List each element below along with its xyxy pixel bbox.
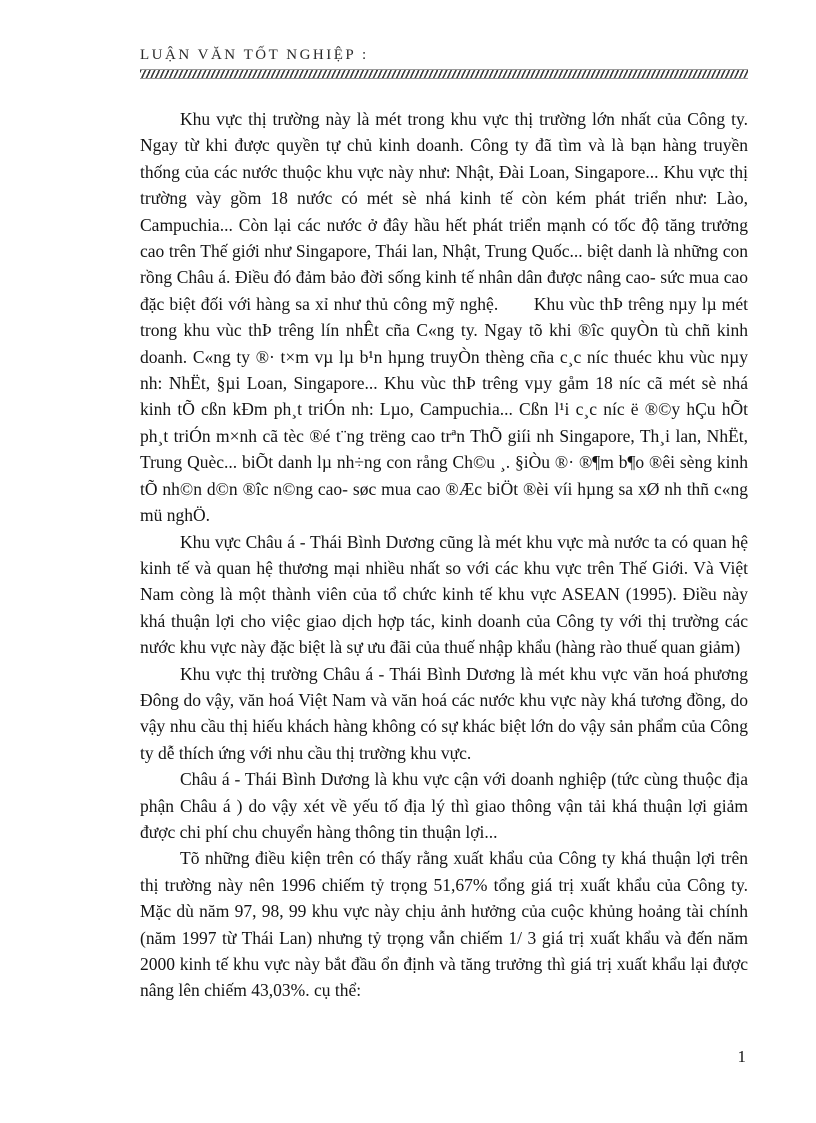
paragraph-2: Khu vực Châu á - Thái Bình Dương cũng là mét khu vực mà nước ta có quan hệ kinh tế và quan hệ thương mại nhiều nhất so với các khu vực trên Thế Giới. Và Việt Nam còng là một thành viên của tổ chức kinh tế khu vực ASEAN (1995). Điều này khá thuận lợi cho việc giao dịch hợp tác, kinh doanh của Công ty với thị trường các nước khu vực này đặc biệt là sự ưu đãi của thuế nhập khẩu (hàng rào thuế quan giảm): [140, 531, 748, 658]
page-number: 1: [737, 1047, 746, 1066]
paragraph-5: Tõ những điều kiện trên có thấy rằng xuất khẩu của Công ty khá thuận lợi trên thị trường này nên 1996 chiếm tỷ trọng 51,67% tổng giá trị xuất khẩu của Công ty. Mặc dù năm 97, 98, 99 khu vực này chịu ảnh hưởng của cuộc khủng hoảng tài chính (năm 1997 từ Thái Lan) nhưng tỷ trọng vẫn chiếm 1/ 3 giá trị xuất khẩu và đến năm 2000 kinh tế khu vực này bắt đầu ổn định và tăng trưởng thì giá trị xuất khẩu lại được nâng lên chiếm 43,03%. cụ thể:: [140, 848, 748, 1001]
header-decorative-rule: [140, 69, 748, 79]
document-header: [140, 46, 748, 79]
paragraph-3: Khu vực thị trường Châu á - Thái Bình Dương là mét khu vực văn hoá phương Đông do vậy, văn hoá Việt Nam và văn hoá các nước khu vực này khá tương đồng, do vậy nhu cầu thị hiếu khách hàng không có sự khác biệt lớn do vậy sản phẩm của Công ty dễ thích ứng với nhu cầu thị trường khu vực.: [140, 663, 748, 763]
paragraph-1: Khu vực thị trường này là mét trong khu vực thị trường lớn nhất của Công ty. Ngay từ khi được quyền tự chủ kinh doanh. Công ty đã tìm và là bạn hàng truyền thống của các nước thuộc khu vực này như: Nhật, Đài Loan, Singapore... Khu vực thị trường vày gồm 18 nước có mét sè nhá kinh tế còn kém phát triển như: Lào, Campuchia... Còn lại các nước ở đây hầu hết phát triển mạnh có tốc độ tăng trưởng cao trên Thế giới như Singapore, Thái lan, Nhật, Trung Quốc... biệt danh là những con rồng Châu á. Điều đó đảm bảo đời sống kinh tế nhân dân được nâng cao- sức mua cao đặc biệt đối với hàng sa xỉ như thủ công mỹ nghệ. Khu vùc thÞ trêng nµy lµ mét trong khu vùc thÞ trêng lín nhÊt cña C«ng ty. Ngay tõ khi ®îc quyÒn tù chñ kinh doanh. C«ng ty ®· t×m vµ lµ b¹n hµng truyÒn thèng cña c¸c níc thuéc khu vùc nµy nh: NhËt, §µi Loan, Singapore... Khu vùc thÞ trêng vµy gåm 18 níc cã mét sè nhá kinh tÕ cßn kÐm ph¸t triÓn nh: Lµo, Campuchia... Cßn l¹i c¸c níc ë ®©y hÇu hÕt ph¸t triÓn m×nh cã tèc ®é t¨ng trëng cao trªn ThÕ giíi nh Singapore, Th¸i lan, NhËt, Trung Quèc... biÕt danh lµ nh÷ng con rång Ch©u ¸. §iÒu ®· ®¶m b¶o ®êi sèng kinh tÕ nh©n d©n ®îc n©ng cao- søc mua cao ®Æc biÖt ®èi víi hµng sa xØ nh thñ c«ng mü nghÖ.: [140, 109, 748, 526]
document-body: [140, 106, 748, 1004]
header-title: LUẬN VĂN TỐT NGHIỆP :: [140, 47, 369, 63]
paragraph-4: Châu á - Thái Bình Dương là khu vực cận với doanh nghiệp (tức cùng thuộc địa phận Châu á ) do vậy xét về yếu tố địa lý thì giao thông vận tải khá thuận lợi giảm được chi phí chu chuyển hàng thông tin thuận lợi...: [140, 769, 748, 842]
